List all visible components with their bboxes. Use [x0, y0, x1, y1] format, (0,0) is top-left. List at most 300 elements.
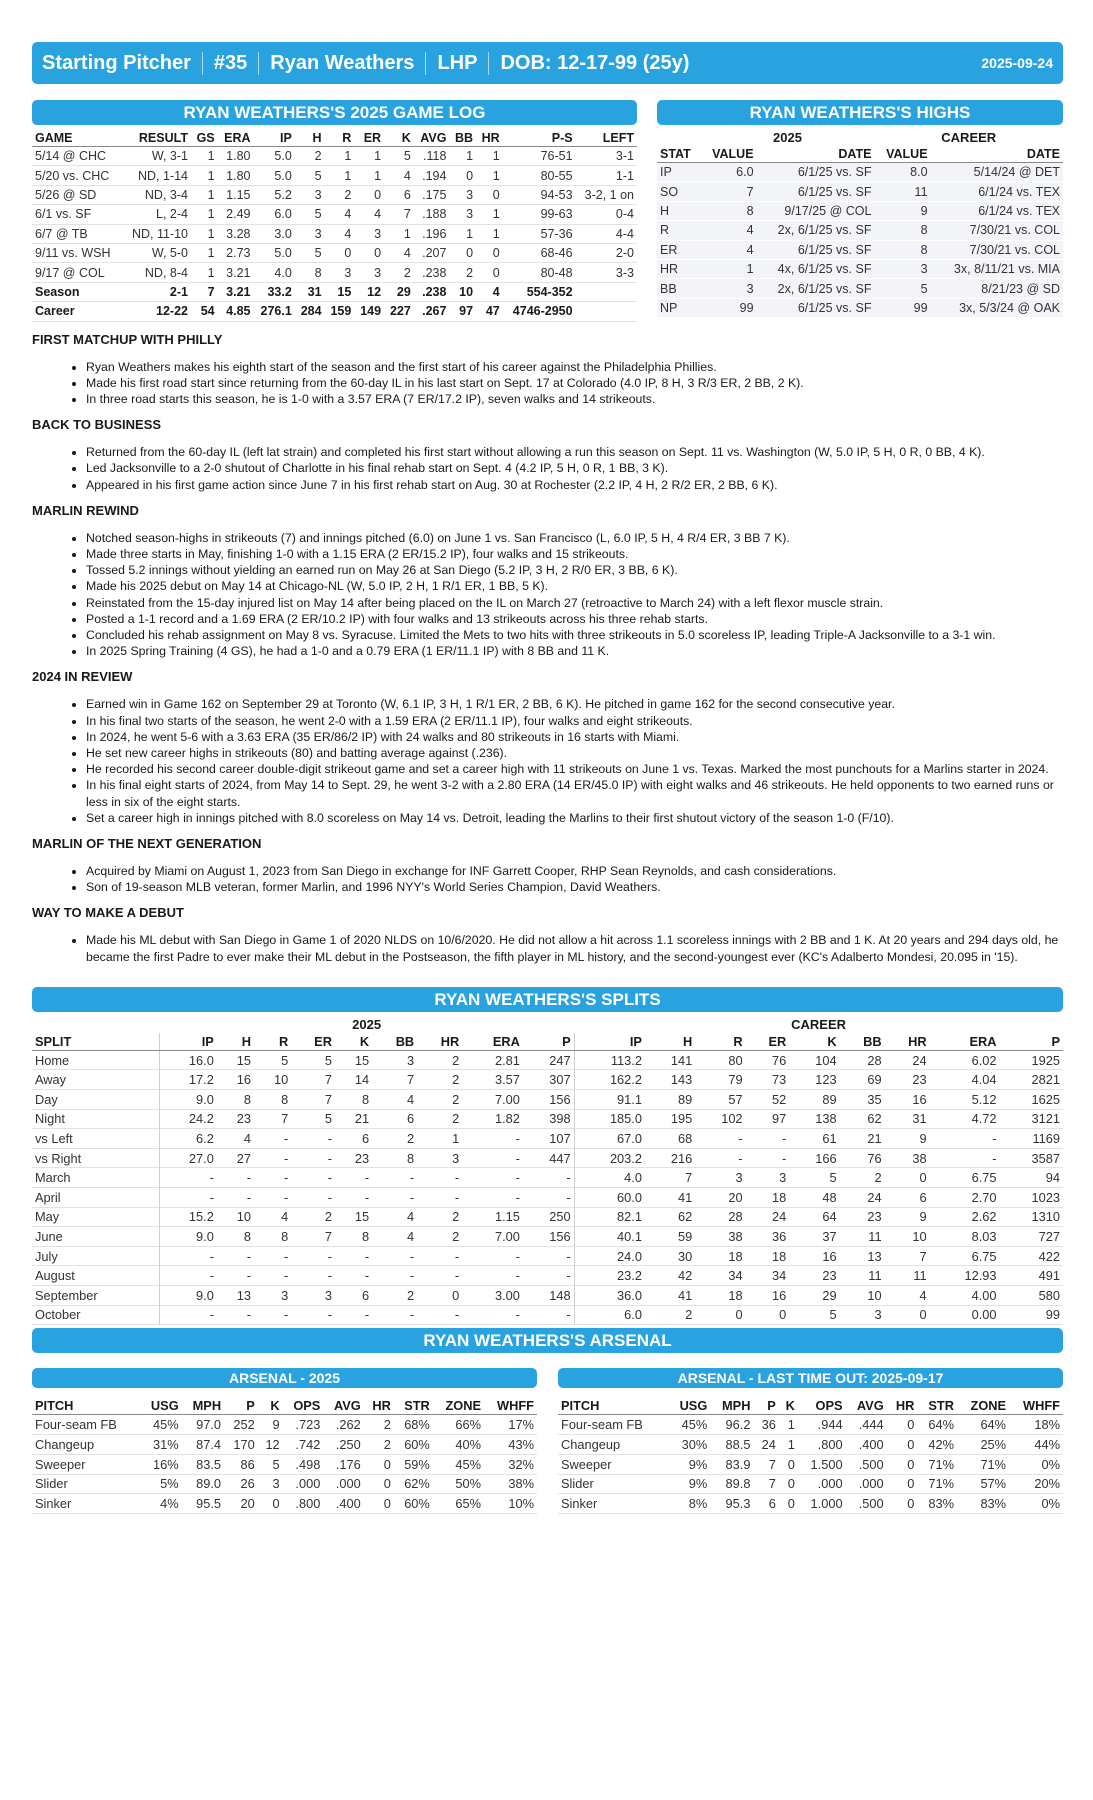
arsenal-last-header-cell: PITCH — [558, 1397, 668, 1415]
arsenal-2025-cell: 87.4 — [196, 1436, 222, 1452]
splits-row — [32, 1266, 1063, 1286]
splits-cell: 10 — [867, 1287, 882, 1303]
game-log-total-cell — [576, 302, 637, 321]
game-log-cell: 3.21 — [226, 265, 251, 280]
splits-cell: Day — [35, 1091, 58, 1107]
splits-cell: 250 — [549, 1209, 571, 1225]
splits-cell: 2 — [407, 1130, 415, 1146]
game-log-total-cell — [576, 282, 637, 301]
splits-cell: 0 — [779, 1307, 787, 1323]
game-log-cell: 1 — [207, 187, 215, 202]
arsenal-2025-cell: 89.0 — [196, 1476, 222, 1492]
splits-cell: 18 — [772, 1248, 787, 1264]
splits-cell: - — [566, 1248, 571, 1264]
game-log-total-cell: 97 — [459, 304, 474, 319]
splits-cell: 80 — [728, 1052, 743, 1068]
note-section-title: BACK TO BUSINESS — [32, 417, 162, 433]
splits-cell: 2.81 — [494, 1052, 520, 1068]
splits-cell: 91.1 — [574, 1089, 645, 1109]
arsenal-section — [32, 1328, 1063, 1514]
splits-cell: 447 — [549, 1150, 571, 1166]
game-log-header-cell: H — [295, 130, 325, 147]
game-log-cell: .238 — [422, 265, 447, 280]
highs-group-2025: 2025 — [773, 130, 802, 145]
splits-cell: 62 — [867, 1111, 882, 1127]
splits-cell: 216 — [670, 1150, 693, 1166]
arsenal-last-cell: 0 — [907, 1417, 915, 1432]
splits-cell: 6.75 — [971, 1248, 997, 1264]
arsenal-last-cell: 1 — [787, 1417, 795, 1432]
highs-cell: 3x, 5/3/24 @ OAK — [931, 298, 1063, 317]
note-item: • Led Jacksonville to a 2-0 shutout of Charlotte in his final rehab start on Sept. 4 (4.2 IP, 5 H, 0 R, 1 BB, 3 K). — [86, 460, 1063, 476]
highs-header-cell: VALUE — [700, 146, 756, 163]
arsenal-last-cell: 0 — [787, 1476, 795, 1492]
splits-cell: 247 — [549, 1052, 571, 1068]
game-log-cell: .175 — [422, 187, 447, 202]
splits-cell: 6 — [407, 1111, 415, 1127]
highs-cell: 9 — [874, 201, 930, 220]
arsenal-title: RYAN WEATHERS'S ARSENAL — [32, 1328, 1063, 1353]
splits-cell: 9.0 — [159, 1285, 217, 1305]
splits-cell: - — [327, 1130, 332, 1146]
splits-cell: 2 — [874, 1170, 882, 1186]
game-log-cell: 1 — [207, 168, 215, 183]
arsenal-2025-cell: .400 — [335, 1496, 361, 1512]
game-log-total-cell: 12-22 — [156, 304, 188, 319]
arsenal-2025-cell: 0 — [383, 1456, 391, 1472]
splits-cell: 203.2 — [574, 1148, 645, 1168]
game-log-cell: 57-36 — [540, 226, 573, 241]
arsenal-2025-cell: 43% — [508, 1436, 534, 1452]
splits-cell: 97 — [772, 1111, 787, 1127]
splits-cell: - — [159, 1187, 217, 1207]
splits-cell: 27.0 — [159, 1148, 217, 1168]
splits-cell: 24 — [772, 1209, 787, 1225]
splits-cell: 21 — [354, 1111, 370, 1127]
arsenal-2025-cell: .262 — [335, 1417, 361, 1432]
highs-cell: NP — [657, 298, 700, 317]
splits-row — [32, 1227, 1063, 1247]
splits-cell: 24.2 — [159, 1109, 217, 1129]
splits-cell: 4 — [919, 1287, 927, 1303]
splits-cell: 13 — [867, 1248, 882, 1264]
splits-cell: - — [738, 1150, 743, 1166]
arsenal-2025-header-cell: HR — [364, 1397, 394, 1415]
splits-cell: 5 — [829, 1307, 837, 1323]
splits-cell: - — [327, 1307, 332, 1323]
arsenal-last-header-cell: OPS — [798, 1397, 846, 1415]
splits-cell: 2 — [685, 1307, 693, 1323]
arsenal-last-cell: 88.5 — [725, 1436, 751, 1452]
splits-cell: 73 — [772, 1072, 787, 1088]
arsenal-2025-cell: 0 — [383, 1496, 391, 1512]
game-log-cell: 3.28 — [226, 226, 251, 241]
game-log-cell: 4 — [403, 246, 411, 261]
splits-cell: 1925 — [1031, 1052, 1060, 1068]
arsenal-2025-header-cell: MPH — [182, 1397, 224, 1415]
splits-cell: 4 — [407, 1209, 415, 1225]
splits-cell: 4 — [407, 1091, 415, 1107]
splits-row — [32, 1168, 1063, 1188]
splits-row — [32, 1109, 1063, 1129]
splits-cell: 37 — [822, 1228, 837, 1244]
game-log-cell: 80-55 — [540, 168, 573, 183]
arsenal-2025-cell: 10% — [508, 1496, 534, 1512]
arsenal-last-cell: 7 — [768, 1456, 776, 1472]
arsenal-2025-cell: 45% — [455, 1456, 481, 1472]
highs-cell: 8 — [700, 201, 756, 220]
splits-cell: 4.72 — [971, 1111, 997, 1127]
game-log-cell: 2 — [344, 187, 352, 202]
splits-cell: 727 — [1038, 1228, 1060, 1244]
arsenal-last-cell: 20% — [1034, 1476, 1060, 1492]
game-log-total-cell: 227 — [389, 304, 411, 319]
highs-cell: ER — [657, 240, 700, 259]
splits-cell: - — [992, 1130, 997, 1146]
game-log-row — [32, 166, 637, 185]
splits-cell: 16 — [912, 1091, 927, 1107]
game-log-cell: 2-0 — [615, 246, 634, 261]
splits-cell: 61 — [822, 1130, 837, 1146]
highs-cell: 5/14/24 @ DET — [931, 163, 1063, 182]
highs-title: RYAN WEATHERS'S HIGHS — [657, 100, 1063, 125]
game-log-header-cell: AVG — [414, 130, 450, 147]
arsenal-last-cell: .000 — [817, 1476, 843, 1492]
splits-cell: 7 — [281, 1111, 289, 1127]
splits-cell: - — [283, 1189, 289, 1205]
arsenal-2025-cell: 2 — [383, 1436, 391, 1452]
game-log-cell: 0 — [374, 187, 382, 202]
arsenal-2025-cell: 16% — [153, 1456, 179, 1472]
splits-row — [32, 1187, 1063, 1207]
splits-cell: 52 — [772, 1091, 787, 1107]
highs-cell: SO — [657, 182, 700, 201]
splits-cell: 3 — [407, 1052, 415, 1068]
arsenal-2025-cell: 95.5 — [196, 1496, 222, 1512]
splits-cell: 2 — [452, 1111, 460, 1127]
highs-cell: 3x, 8/11/21 vs. MIA — [931, 259, 1063, 278]
game-log-cell: 2.73 — [226, 246, 251, 261]
splits-cell: 0.00 — [971, 1307, 997, 1323]
highs-row — [657, 182, 1063, 201]
splits-cell: 82.1 — [574, 1207, 645, 1227]
highs-cell: 6/1/25 vs. SF — [757, 182, 875, 201]
splits-cell: 143 — [670, 1072, 693, 1088]
splits-cell: 9 — [919, 1130, 927, 1146]
splits-cell: 307 — [549, 1072, 571, 1088]
arsenal-2025-cell: 62% — [404, 1476, 430, 1492]
note-item: • He recorded his second career double-digit strikeout game and set a career high with 11 strikeouts on June 1 vs. Texas. Marked the most punchouts for a Marlins starter in 2024. — [86, 761, 1063, 777]
arsenal-2025-cell: 3 — [272, 1476, 280, 1492]
note-item: • In his final two starts of the season, he went 2-0 with a 1.59 ERA (2 ER/11.1 IP), four walks and eight strikeouts. — [86, 713, 1063, 729]
splits-cell: 27 — [236, 1150, 252, 1166]
splits-cell: 2.70 — [971, 1189, 997, 1205]
note-item: • Tossed 5.2 innings without yielding an earned run on May 26 at San Diego (5.2 IP, 3 H, 2 R/0 ER, 3 BB, 6 K). — [86, 562, 1063, 578]
splits-cell: 7 — [407, 1072, 415, 1088]
splits-header-cell: BB — [840, 1033, 885, 1051]
game-log-total-cell: 149 — [360, 304, 382, 319]
splits-cell: 10 — [274, 1072, 289, 1088]
game-log-cell: 3 — [374, 265, 382, 280]
game-log-cell: ND, 8-4 — [144, 265, 188, 280]
note-item: • In 2024, he went 5-6 with a 3.63 ERA (35 ER/86/2 IP) with 24 walks and 80 strikeouts in 16 starts with Miami. — [86, 729, 1063, 745]
game-log-cell: 2.49 — [226, 207, 251, 222]
arsenal-last-header-cell: HR — [887, 1397, 918, 1415]
splits-cell: 38 — [728, 1228, 743, 1244]
splits-cell: 23 — [354, 1150, 370, 1166]
game-log-cell: 0 — [466, 168, 474, 183]
splits-cell: - — [327, 1150, 332, 1166]
splits-cell: 2.62 — [971, 1209, 997, 1225]
splits-cell: - — [327, 1170, 332, 1186]
splits-cell: - — [246, 1268, 252, 1284]
splits-header-cell: H — [217, 1033, 254, 1051]
game-log-total-cell: Career — [35, 304, 75, 319]
game-log-cell: ND, 3-4 — [144, 187, 188, 202]
arsenal-last-cell: 36 — [761, 1417, 776, 1432]
arsenal-2025-cell: .742 — [295, 1436, 321, 1452]
splits-cell: 24 — [867, 1189, 882, 1205]
game-log-cell: 76-51 — [540, 149, 573, 164]
arsenal-2025-header-cell: ZONE — [433, 1397, 484, 1415]
arsenal-2025-row — [32, 1474, 537, 1494]
splits-header-cell: P — [523, 1033, 574, 1051]
game-log-cell: ND, 1-14 — [137, 168, 188, 183]
note-item: • Reinstated from the 15-day injured list on May 14 after being placed on the IL on March 27 (retroactive to March 24) with a left flexor muscle strain. — [86, 595, 1063, 611]
splits-cell: 30 — [678, 1248, 693, 1264]
splits-cell: 4 — [407, 1228, 415, 1244]
splits-cell: 7 — [685, 1170, 693, 1186]
splits-cell: 7 — [324, 1091, 332, 1107]
splits-cell: - — [327, 1248, 332, 1264]
note-item: • Made his first road start since returning from the 60-day IL in his last start on Sept. 17 at Colorado (4.0 IP, 8 H, 3 R/3 ER, 2 BB, 2 K). — [86, 375, 1063, 391]
splits-cell: 3 — [874, 1307, 882, 1323]
arsenal-2025 — [32, 1368, 537, 1514]
splits-cell: 60.0 — [574, 1187, 645, 1207]
splits-cell: 2 — [324, 1209, 332, 1225]
highs-cell: 4 — [700, 221, 756, 240]
game-log-cell: 1 — [492, 207, 500, 222]
splits-cell: 1169 — [1032, 1130, 1060, 1146]
arsenal-last-cell: 71% — [980, 1456, 1007, 1472]
game-log-cell: 6/7 @ TB — [35, 226, 88, 241]
game-log-total-cell: 4.85 — [226, 304, 251, 319]
splits-cell: 40.1 — [574, 1227, 645, 1247]
arsenal-last-cell: 64% — [928, 1417, 954, 1432]
highs-header-cell: DATE — [931, 146, 1063, 163]
game-log-total-cell: 47 — [485, 304, 500, 319]
splits-cell: 1023 — [1031, 1189, 1060, 1205]
splits-cell: 8.03 — [971, 1228, 997, 1244]
splits-cell: 9.0 — [159, 1089, 217, 1109]
arsenal-last-cell: Changeup — [561, 1436, 621, 1452]
splits-cell: 10 — [912, 1228, 927, 1244]
highs-cell: 8.0 — [874, 163, 930, 182]
arsenal-last-cell: 25% — [980, 1436, 1007, 1452]
note-item: • Son of 19-season MLB veteran, former Marlin, and 1996 NYY's World Series Champion, David Weathers. — [86, 879, 1063, 895]
arsenal-last — [558, 1368, 1063, 1514]
note-item: • Concluded his rehab assignment on May 8 vs. Syracuse. Limited the Mets to two hits with three strikeouts in 5.0 scoreless IP, leading Triple-A Jacksonville to a 3-1 win. — [86, 627, 1063, 643]
note-item: • In three road starts this season, he is 1-0 with a 3.57 ERA (7 ER/17.2 IP), seven walks and 14 strikeouts. — [86, 391, 1063, 407]
splits-cell: 5 — [281, 1052, 289, 1068]
note-list — [86, 863, 1063, 895]
arsenal-2025-header-cell: WHFF — [484, 1397, 537, 1415]
splits-cell: 68 — [678, 1130, 693, 1146]
splits-cell: - — [246, 1170, 252, 1186]
splits-cell: - — [409, 1268, 415, 1284]
highs-row — [657, 279, 1063, 298]
game-log-cell: 4 — [403, 168, 411, 183]
splits-header-cell: BB — [372, 1033, 417, 1051]
game-log-cell: 5 — [314, 168, 322, 183]
splits-cell: 8 — [243, 1228, 252, 1244]
arsenal-last-cell: Sinker — [561, 1496, 598, 1512]
game-log-cell: 2 — [314, 149, 322, 164]
game-log-cell: L, 2-4 — [156, 207, 188, 222]
game-log-cell: 4 — [374, 207, 382, 222]
splits-cell: 38 — [912, 1150, 927, 1166]
arsenal-2025-cell: 60% — [404, 1496, 430, 1512]
splits-cell: - — [327, 1189, 332, 1205]
splits-header-cell: HR — [885, 1033, 930, 1051]
highs-cell: 7/30/21 vs. COL — [931, 221, 1063, 240]
arsenal-last-header-cell: USG — [668, 1397, 710, 1415]
splits-cell: 141 — [670, 1052, 693, 1068]
game-log-title: RYAN WEATHERS'S 2025 GAME LOG — [32, 100, 637, 125]
arsenal-2025-cell: 40% — [455, 1436, 481, 1452]
splits-cell: 36 — [772, 1228, 787, 1244]
game-log-cell: 1.15 — [226, 187, 251, 202]
arsenal-last-cell: .800 — [817, 1436, 843, 1452]
arsenal-2025-cell: .176 — [335, 1456, 361, 1472]
arsenal-last-cell: 0 — [787, 1456, 795, 1472]
note-item: • Ryan Weathers makes his eighth start of the season and the first start of his career against the Philadelphia Phillies. — [86, 359, 1063, 375]
splits-cell: 76 — [867, 1150, 882, 1166]
splits-cell: 7 — [919, 1248, 927, 1264]
splits-cell: 64 — [822, 1209, 837, 1225]
arsenal-last-cell: 6 — [768, 1496, 776, 1512]
highs-row — [657, 298, 1063, 317]
highs-cell: 3 — [700, 279, 756, 298]
splits-cell: 23 — [912, 1072, 927, 1088]
arsenal-2025-cell: 68% — [404, 1417, 430, 1432]
game-log-cell: 3 — [314, 187, 322, 202]
splits-cell: 5 — [324, 1111, 332, 1127]
splits-cell: 1625 — [1031, 1091, 1060, 1107]
game-log-cell: 5 — [403, 149, 411, 164]
game-log-cell: 3.0 — [274, 226, 292, 241]
arsenal-2025-cell: 4% — [160, 1496, 179, 1512]
arsenal-2025-cell: 252 — [233, 1417, 255, 1432]
note-item: • Made three starts in May, finishing 1-0 with a 1.15 ERA (2 ER/15.2 IP), four walks and 15 strikeouts. — [86, 546, 1063, 562]
highs-header-cell: STAT — [657, 146, 700, 163]
highs-cell: 3 — [874, 259, 930, 278]
splits-section — [32, 987, 1063, 1325]
arsenal-2025-cell: 26 — [240, 1476, 255, 1492]
game-log-total-cell: .267 — [422, 304, 447, 319]
arsenal-2025-header-cell: K — [258, 1397, 283, 1415]
splits-cell: - — [566, 1268, 571, 1284]
arsenal-2025-cell: .498 — [295, 1456, 321, 1472]
splits-cell: 6.0 — [574, 1305, 645, 1325]
game-log-total-cell: 4746-2950 — [512, 304, 573, 319]
splits-cell: 156 — [549, 1228, 571, 1244]
splits-cell: - — [159, 1246, 217, 1266]
splits-cell: - — [515, 1248, 520, 1264]
splits-cell: 9 — [919, 1209, 927, 1225]
splits-cell: 2 — [452, 1072, 460, 1088]
game-log-header-cell: GS — [191, 130, 218, 147]
splits-cell: 422 — [1038, 1248, 1060, 1264]
splits-cell: 0 — [735, 1307, 743, 1323]
note-item: • Appeared in his first game action since June 7 in his first rehab start on Aug. 30 at Rochester (2.2 IP, 4 H, 2 R/2 ER, 2 BB, 6 K). — [86, 477, 1063, 493]
highs-cell: R — [657, 221, 700, 240]
splits-cell: 42 — [678, 1268, 693, 1284]
header-date: 2025-09-24 — [981, 55, 1053, 71]
game-log-row — [32, 147, 637, 166]
highs-row — [657, 240, 1063, 259]
highs-cell: 6/1/25 vs. SF — [757, 298, 875, 317]
game-log-cell: 0 — [374, 246, 382, 261]
splits-cell: - — [454, 1248, 460, 1264]
game-log-header-cell: HR — [476, 130, 503, 147]
splits-group-blank — [32, 1016, 159, 1033]
highs-row — [657, 221, 1063, 240]
splits-cell: 41 — [678, 1287, 693, 1303]
arsenal-last-cell: 9% — [688, 1476, 708, 1492]
arsenal-last-row — [558, 1474, 1063, 1494]
splits-cell: 195 — [670, 1111, 693, 1127]
arsenal-last-cell: .444 — [858, 1417, 884, 1432]
game-log-row — [32, 205, 637, 224]
game-log-cell: 3 — [466, 207, 474, 222]
splits-cell: 67.0 — [574, 1129, 645, 1149]
splits-cell: 15 — [354, 1209, 370, 1225]
arsenal-2025-cell: 97.0 — [196, 1417, 222, 1432]
splits-cell: September — [35, 1287, 98, 1303]
splits-cell: 1 — [452, 1130, 460, 1146]
splits-cell: 156 — [549, 1091, 571, 1107]
splits-cell: 12.93 — [964, 1268, 997, 1284]
arsenal-last-cell: 45% — [681, 1417, 708, 1432]
arsenal-last-header-cell: STR — [917, 1397, 957, 1415]
arsenal-2025-row — [32, 1434, 537, 1454]
arsenal-2025-cell: 0 — [383, 1476, 391, 1492]
splits-cell: vs Left — [35, 1130, 73, 1146]
header-number: #35 — [202, 52, 258, 75]
game-log-header-cell: ER — [354, 130, 384, 147]
splits-cell: 28 — [867, 1052, 882, 1068]
arsenal-last-cell: .944 — [817, 1417, 843, 1432]
splits-row — [32, 1129, 1063, 1149]
splits-cell: - — [409, 1189, 415, 1205]
arsenal-2025-header-cell: STR — [394, 1397, 433, 1415]
splits-cell: 16 — [772, 1287, 787, 1303]
splits-cell: 35 — [867, 1091, 882, 1107]
highs-cell: 8 — [874, 240, 930, 259]
splits-cell: - — [283, 1130, 289, 1146]
splits-cell: 580 — [1038, 1287, 1060, 1303]
highs-cell: 7/30/21 vs. COL — [931, 240, 1063, 259]
note-list — [86, 530, 1063, 660]
highs-cell: 6/1/24 vs. TEX — [931, 182, 1063, 201]
game-log-row — [32, 263, 637, 282]
game-log-header-cell: ERA — [218, 130, 254, 147]
highs-cell: 99 — [874, 298, 930, 317]
arsenal-2025-cell: .000 — [295, 1476, 321, 1492]
game-log-total-cell: 29 — [396, 284, 411, 299]
splits-cell: 23 — [236, 1111, 252, 1127]
